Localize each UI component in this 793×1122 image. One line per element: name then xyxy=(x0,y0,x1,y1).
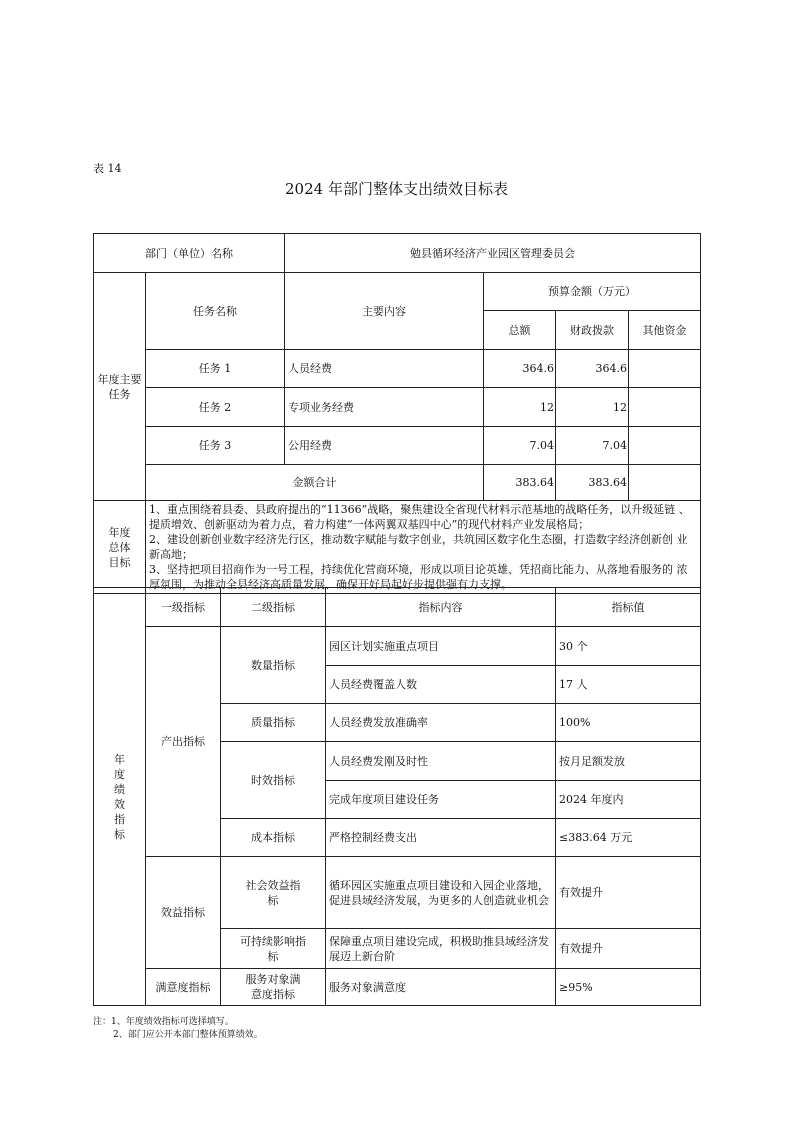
l2-timeliness: 时效指标 xyxy=(221,742,326,819)
l2-cost: 成本指标 xyxy=(221,819,326,857)
indicator-content: 完成年度项目建设任务 xyxy=(326,781,556,819)
indicator-value: 2024 年度内 xyxy=(556,781,701,819)
indicator-content: 人员经费覆盖人数 xyxy=(326,666,556,704)
task-fiscal: 364.6 xyxy=(556,350,629,388)
task-name: 任务 1 xyxy=(146,350,285,388)
task-other xyxy=(629,350,701,388)
l1-output: 产出指标 xyxy=(146,627,221,857)
tasks-section-label: 年度主要任务 xyxy=(94,273,146,501)
header-fiscal: 财政拨款 xyxy=(556,311,629,350)
header-content: 主要内容 xyxy=(285,273,484,350)
indicator-content: 人员经费发放准确率 xyxy=(326,704,556,742)
task-content: 公用经费 xyxy=(285,427,484,465)
header-l1: 一级指标 xyxy=(146,588,221,627)
task-fiscal: 12 xyxy=(556,388,629,427)
goals-table xyxy=(93,500,701,594)
indicators-section-label: 年度绩效指标 xyxy=(94,588,146,1006)
header-other: 其他资金 xyxy=(629,311,701,350)
l1-satisfaction: 满意度指标 xyxy=(146,969,221,1006)
table-row xyxy=(94,388,701,427)
task-other xyxy=(629,388,701,427)
tasks-table xyxy=(93,233,701,501)
task-other xyxy=(629,427,701,465)
l1-benefit: 效益指标 xyxy=(146,857,221,969)
goals-section-label: 年度总体目标 xyxy=(94,501,146,594)
note-line: 注：1、年度绩效指标可选择填写。 xyxy=(93,1017,234,1027)
table-row xyxy=(94,857,701,929)
task-name: 任务 2 xyxy=(146,388,285,427)
task-content: 专项业务经费 xyxy=(285,388,484,427)
table-row xyxy=(94,627,701,666)
l2-sustain: 可持续影响指标 xyxy=(221,929,326,969)
indicator-content: 循环园区实施重点项目建设和入园企业落地，促进县域经济发展，为更多的人创造就业机会 xyxy=(326,857,556,929)
header-task-name: 任务名称 xyxy=(146,273,285,350)
indicator-content: 严格控制经费支出 xyxy=(326,819,556,857)
header-content: 指标内容 xyxy=(326,588,556,627)
task-name: 任务 3 xyxy=(146,427,285,465)
sum-row xyxy=(94,465,701,501)
goal-line: 3、坚持把项目招商作为一号工程，持续优化营商环境，形成以项目论英雄、凭招商比能力、从落地看服务的 浓厚氛围，为推动全县经济高质量发展、确保开好局起好步提供强有力支撑。 xyxy=(149,563,688,591)
header-value: 指标值 xyxy=(556,588,701,627)
notes xyxy=(93,1016,263,1042)
header-budget: 预算金额（万元） xyxy=(484,273,701,311)
indicator-value: 100% xyxy=(556,704,701,742)
task-total: 7.04 xyxy=(484,427,556,465)
indicator-content: 保障重点项目建设完成，积极助推县域经济发展迈上新台阶 xyxy=(326,929,556,969)
sum-label: 金额合计 xyxy=(146,465,484,501)
goal-line: 1、重点围绕着县委、县政府提出的“11366”战略，聚焦建设全省现代材料示范基地的战略任务，以升级延链 、提质增效、创新驱动为着力点，着力构建“一体两翼双基四中心”的现代材料产业发展格局； xyxy=(149,503,690,531)
l2-quality: 质量指标 xyxy=(221,704,326,742)
goals-text xyxy=(146,501,701,594)
page-title: 2024 年部门整体支出绩效目标表 xyxy=(285,180,508,198)
indicator-content: 园区计划实施重点项目 xyxy=(326,627,556,666)
note-line: 2、部门应公开本部门整体预算绩效。 xyxy=(113,1030,263,1040)
indicator-value: 有效提升 xyxy=(556,929,701,969)
task-total: 12 xyxy=(484,388,556,427)
task-content: 人员经费 xyxy=(285,350,484,388)
table-row xyxy=(94,969,701,1006)
indicator-value: 17 人 xyxy=(556,666,701,704)
l2-quantity: 数量指标 xyxy=(221,627,326,704)
table-row xyxy=(94,350,701,388)
l2-social: 社会效益指标 xyxy=(221,857,326,929)
sum-total: 383.64 xyxy=(484,465,556,501)
dept-value: 勉县循环经济产业园区管理委员会 xyxy=(285,234,701,273)
indicator-value: 有效提升 xyxy=(556,857,701,929)
indicator-content: 人员经费发刚及时性 xyxy=(326,742,556,781)
header-total: 总额 xyxy=(484,311,556,350)
table-number: 表 14 xyxy=(93,162,122,175)
dept-label: 部门（单位）名称 xyxy=(94,234,285,273)
header-l2: 二级指标 xyxy=(221,588,326,627)
sum-other xyxy=(629,465,701,501)
indicator-content: 服务对象满意度 xyxy=(326,969,556,1006)
indicator-value: 按月足额发放 xyxy=(556,742,701,781)
task-total: 364.6 xyxy=(484,350,556,388)
indicator-value: 30 个 xyxy=(556,627,701,666)
indicators-table xyxy=(93,587,701,1006)
goal-line: 2、建设创新创业数字经济先行区，推动数字赋能与数字创业，共筑园区数字化生态圈，打造数字经济创新创 业新高地； xyxy=(149,533,688,561)
task-fiscal: 7.04 xyxy=(556,427,629,465)
indicator-value: ≤383.64 万元 xyxy=(556,819,701,857)
indicator-value: ≥95% xyxy=(556,969,701,1006)
l2-service: 服务对象满意度指标 xyxy=(221,969,326,1006)
sum-fiscal: 383.64 xyxy=(556,465,629,501)
table-row xyxy=(94,427,701,465)
